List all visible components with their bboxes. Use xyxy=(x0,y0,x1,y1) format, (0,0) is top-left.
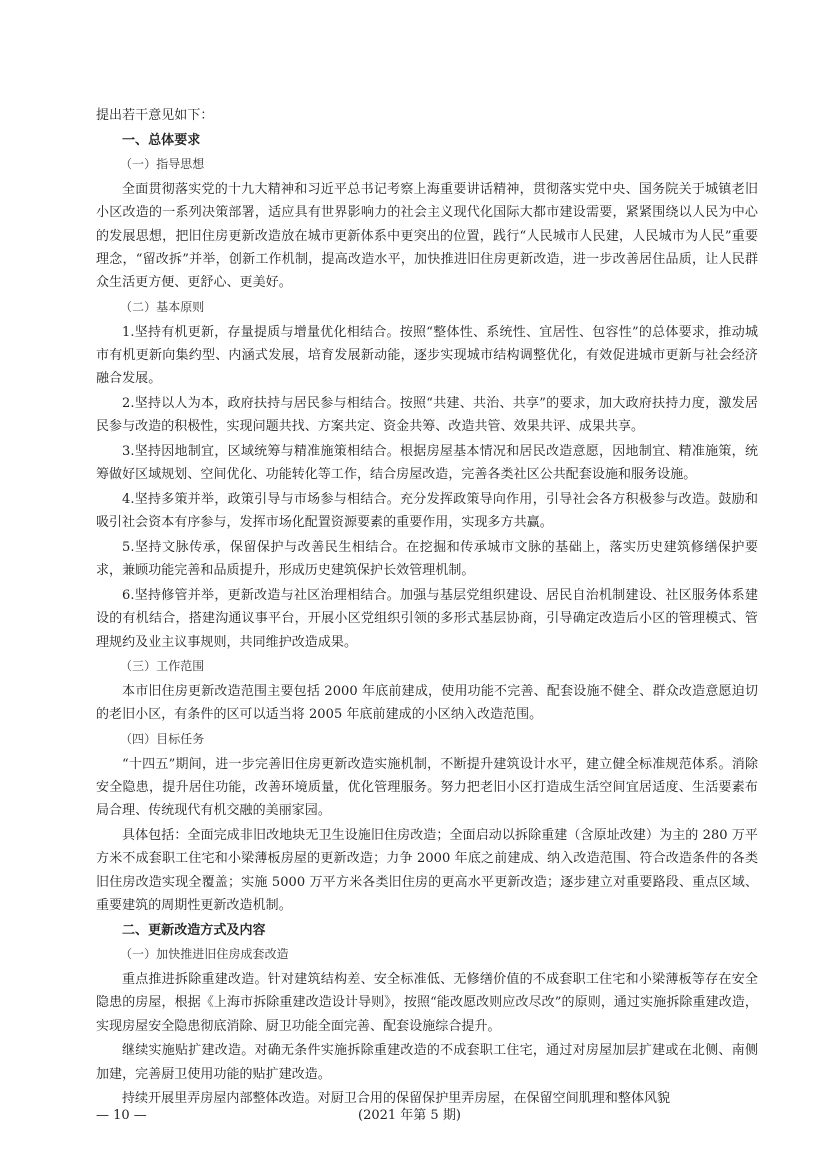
page-footer xyxy=(96,1106,758,1126)
subsection-heading: （一）加快推进旧住房成套改造 xyxy=(120,947,289,962)
subsection-heading: （二）基本原则 xyxy=(120,300,205,314)
section-heading: 一、总体要求 xyxy=(122,132,201,148)
paragraph: 3.坚持因地制宜，区域统筹与精准施策相结合。根据房屋基本情况和居民改造意愿，因地制宜、精准施策，统筹做好区域规划、空间优化、功能转化等工作，结合房屋改造，完善各类社区公共配套设施和服务设施。 xyxy=(96,444,758,483)
document-body xyxy=(96,104,758,1112)
paragraph: 持续开展里弄房屋内部整体改造。对厨卫合用的保留保护里弄房屋，在保留空间肌理和整体风貌 xyxy=(122,1091,671,1107)
subsection-heading: （四）目标任务 xyxy=(120,732,205,746)
issue-label: (2021 年第 5 期) xyxy=(358,1108,461,1123)
subsection-heading: （三）工作范围 xyxy=(120,659,205,674)
paragraph: 提出若干意见如下： xyxy=(96,108,214,123)
paragraph: 5.坚持文脉传承，保留保护与改善民生相结合。在挖掘和传承城市文脉的基础上，落实历史建筑修缮保护要求，兼顾功能完善和品质提升，形成历史建筑保护长效管理机制。 xyxy=(96,540,758,579)
section-heading: 二、更新改造方式及内容 xyxy=(122,922,266,938)
paragraph: 具体包括：全面完成非旧改地块无卫生设施旧住房改造；全面启动以拆除重建（含原址改建）为主的 280 万平方米不成套职工住宅和小梁薄板房屋的更新改造；力争 2000 年底之前建成、纳入改造范围、符合改造条件的各类旧住房改造实现全覆盖；实施 5000 万平方米各类旧住房的更高水平更新改造；逐步建立对重要路段、重点区域、重要建筑的周期性更新改造机制。 xyxy=(96,828,758,914)
paragraph: 2.坚持以人为本，政府扶持与居民参与相结合。按照“共建、共治、共享”的要求，加大政府扶持力度，激发居民参与改造的积极性，实现问题共找、方案共定、资金共筹、改造共管、效果共评、成果共享。 xyxy=(96,396,758,435)
paragraph: 4.坚持多策并举，政策引导与市场参与相结合。充分发挥政策导向作用，引导社会各方积极参与改造。鼓励和吸引社会资本有序参与，发挥市场化配置资源要素的重要作用，实现多方共赢。 xyxy=(96,492,758,531)
page-number: — 10 — xyxy=(96,1108,147,1123)
paragraph: 1.坚持有机更新，存量提质与增量优化相结合。按照“整体性、系统性、宜居性、包容性”的总体要求，推动城市有机更新向集约型、内涵式发展，培育发展新动能，逐步实现城市结构调整优化，有效促进城市更新与社会经济融合发展。 xyxy=(96,324,758,387)
paragraph: 重点推进拆除重建改造。针对建筑结构差、安全标准低、无修缮价值的不成套职工住宅和小梁薄板等存在安全隐患的房屋，根据《上海市拆除重建改造设计导则》，按照“能改愿改则应改尽改”的原则，通过实施拆除重建改造，实现房屋安全隐患彻底消除、厨卫功能全面完善、配套设施综合提升。 xyxy=(96,972,758,1034)
paragraph: “十四五”期间，进一步完善旧住房更新改造实施机制，不断提升建筑设计水平，建立健全标准规范体系。消除安全隐患，提升居住功能，改善环境质量，优化管理服务。努力把老旧小区打造成生活空间宜居适度、生活要素布局合理、传统现代有机交融的美丽家园。 xyxy=(96,756,758,819)
paragraph: 本市旧住房更新改造范围主要包括 2000 年底前建成，使用功能不完善、配套设施不健全、群众改造意愿迫切的老旧小区，有条件的区可以适当将 2005 年底前建成的小区纳入改造范围。 xyxy=(96,684,758,723)
subsection-heading: （一）指导思想 xyxy=(120,157,205,172)
paragraph: 全面贯彻落实党的十九大精神和习近平总书记考察上海重要讲话精神，贯彻落实党中央、国务院关于城镇老旧小区改造的一系列决策部署，适应具有世界影响力的社会主义现代化国际大都市建设需要，紧紧围绕以人民为中心的发展思想，把旧住房更新改造放在城市更新体系中更突出的位置，践行“人民城市人民建，人民城市为人民”重要理念，“留改拆”并举，创新工作机制，提高改造水平，加快推进旧住房更新改造，进一步改善居住品质，让人民群众生活更方便、更舒心、更美好。 xyxy=(96,181,758,291)
paragraph: 6.坚持修管并举，更新改造与社区治理相结合。加强与基层党组织建设、居民自治机制建设、社区服务体系建设的有机结合，搭建沟通议事平台，开展小区党组织引领的多形式基层协商，引导确定改造后小区的管理模式、管理规约及业主议事规则，共同维护改造成果。 xyxy=(96,588,758,650)
paragraph: 继续实施贴扩建改造。对确无条件实施拆除重建改造的不成套职工住宅，通过对房屋加层扩建或在北侧、南侧加建，完善厨卫使用功能的贴扩建改造。 xyxy=(96,1043,758,1082)
